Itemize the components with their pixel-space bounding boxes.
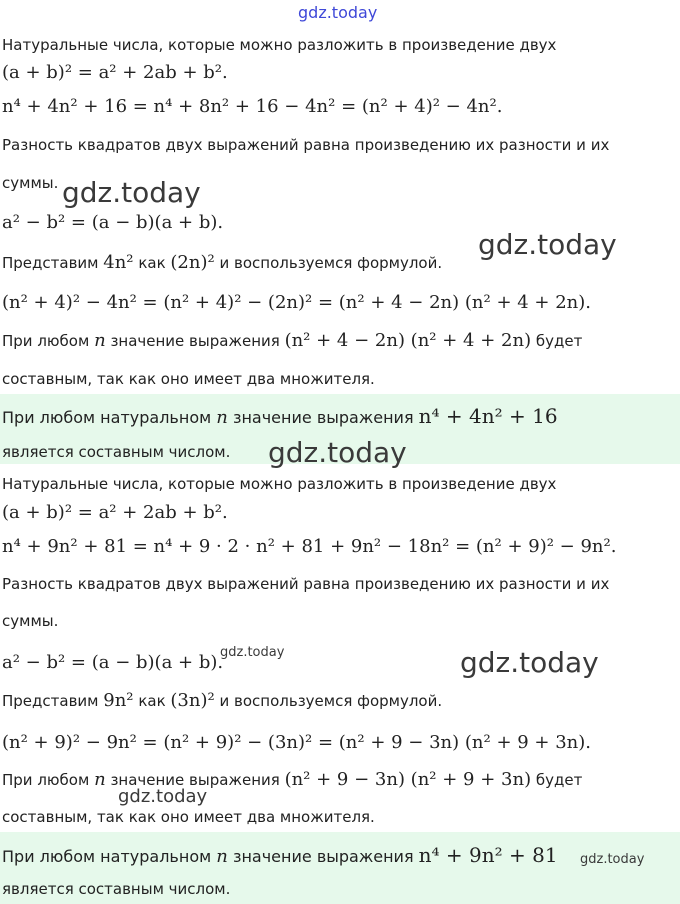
represent-b: (2n)²	[170, 252, 215, 273]
any-n-line-2	[2, 769, 582, 790]
any-pre: При любом	[2, 332, 90, 350]
any-n-line-1	[2, 330, 582, 351]
represent-a: 9n²	[103, 690, 134, 711]
expansion-formula-1: n⁴ + 4n² + 16 = n⁴ + 8n² + 16 − 4n² = (n² + 4)² − 4n².	[2, 96, 503, 117]
composite-text-1: составным, так как оно имеет два множителя.	[2, 370, 375, 388]
concl-expr: n⁴ + 4n² + 16	[418, 404, 558, 428]
represent-b: (3n)²	[170, 690, 215, 711]
represent-post: и воспользуемся формулой.	[219, 254, 443, 272]
any-post: будет	[535, 332, 583, 350]
represent-line-2	[2, 690, 442, 711]
any-n: n	[94, 330, 106, 351]
intro-text-2: Натуральные числа, которые можно разложить в произведение двух	[2, 475, 557, 493]
conclusion-text-2: является составным числом.	[2, 880, 231, 898]
any-expr: (n² + 4 − 2n) (n² + 4 + 2n)	[284, 330, 532, 351]
formula-square-1: (a + b)² = a² + 2ab + b².	[2, 62, 228, 83]
conclusion-text-1: является составным числом.	[2, 443, 231, 461]
difference-text-1b: суммы.	[2, 174, 59, 192]
any-post: будет	[535, 771, 583, 789]
any-pre: При любом	[2, 771, 90, 789]
concl-n: n	[216, 407, 228, 428]
watermark: gdz.today	[460, 646, 599, 679]
conclusion-line-1	[2, 404, 558, 428]
represent-post: и воспользуемся формулой.	[219, 692, 443, 710]
watermark: gdz.today	[268, 436, 407, 469]
concl-pre: При любом натуральном	[2, 408, 212, 427]
watermark: gdz.today	[478, 228, 617, 261]
watermark: gdz.today	[580, 852, 645, 867]
difference-formula-2: a² − b² = (a − b)(a + b).	[2, 652, 224, 673]
represent-pre: Представим	[2, 254, 99, 272]
intro-text-1: Натуральные числа, которые можно разложить в произведение двух	[2, 36, 557, 54]
concl-mid: значение выражения	[232, 847, 414, 866]
any-expr: (n² + 9 − 3n) (n² + 9 + 3n)	[284, 769, 532, 790]
factorization-formula-1: (n² + 4)² − 4n² = (n² + 4)² − (2n)² = (n² + 4 − 2n) (n² + 4 + 2n).	[2, 292, 592, 313]
represent-line-1	[2, 252, 442, 273]
represent-mid: как	[138, 692, 166, 710]
represent-mid: как	[138, 254, 166, 272]
watermark-top: gdz.today	[298, 3, 378, 22]
represent-a: 4n²	[103, 252, 134, 273]
watermark: gdz.today	[220, 645, 285, 660]
any-mid: значение выражения	[110, 332, 280, 350]
difference-text-1a: Разность квадратов двух выражений равна произведению их разности и их	[2, 136, 610, 154]
difference-text-2b: суммы.	[2, 612, 59, 630]
any-n: n	[94, 769, 106, 790]
concl-n: n	[216, 846, 228, 867]
concl-mid: значение выражения	[232, 408, 414, 427]
composite-text-2: составным, так как оно имеет два множителя.	[2, 808, 375, 826]
represent-pre: Представим	[2, 692, 99, 710]
watermark: gdz.today	[62, 176, 201, 209]
concl-pre: При любом натуральном	[2, 847, 212, 866]
factorization-formula-2: (n² + 9)² − 9n² = (n² + 9)² − (3n)² = (n² + 9 − 3n) (n² + 9 + 3n).	[2, 732, 592, 753]
any-mid: значение выражения	[110, 771, 280, 789]
conclusion-line-2	[2, 843, 558, 867]
concl-expr: n⁴ + 9n² + 81	[418, 843, 558, 867]
expansion-formula-2: n⁴ + 9n² + 81 = n⁴ + 9 · 2 · n² + 81 + 9n² − 18n² = (n² + 9)² − 9n².	[2, 536, 617, 557]
difference-formula-1: a² − b² = (a − b)(a + b).	[2, 212, 224, 233]
watermark: gdz.today	[118, 786, 208, 807]
difference-text-2a: Разность квадратов двух выражений равна произведению их разности и их	[2, 575, 610, 593]
formula-square-2: (a + b)² = a² + 2ab + b².	[2, 502, 228, 523]
